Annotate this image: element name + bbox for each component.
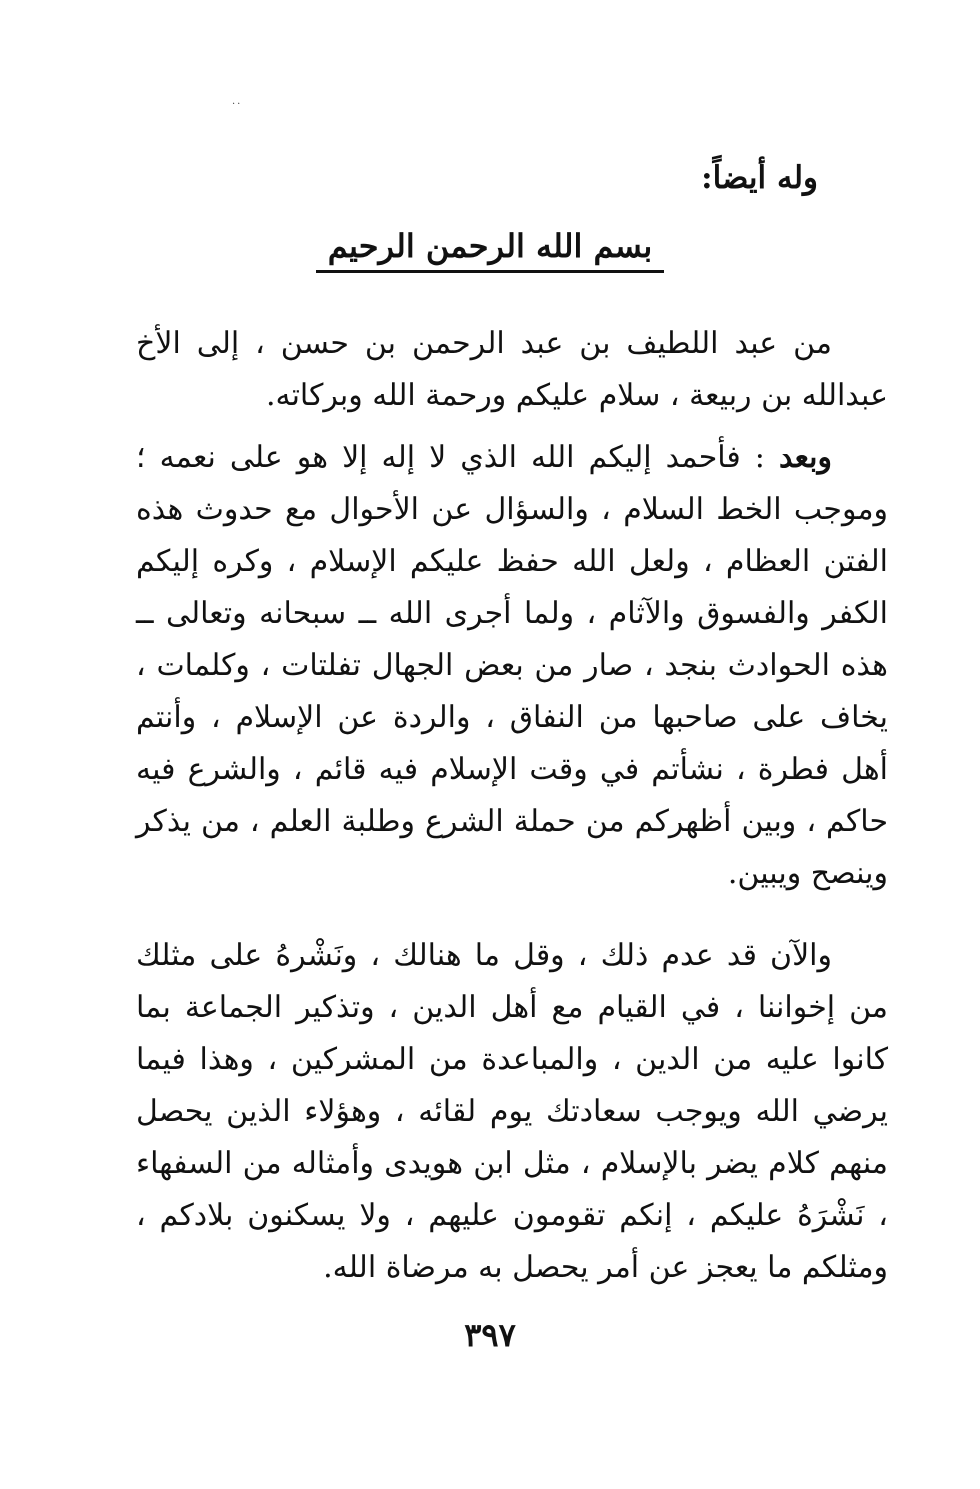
paragraph-body: [136, 432, 888, 900]
section-heading: وله أيضاً:: [701, 160, 818, 196]
paragraph-lead-word: وبعد: [778, 440, 832, 475]
paragraph-greeting: [136, 318, 888, 422]
page-number: ٣٩٧: [464, 1316, 516, 1354]
paragraph-text: والآن قد عدم ذلك ، وقل ما هنالك ، ونَشْرهُ على مثلك من إخواننا ، في القيام مع أهل الدين ، وتذكير الجماعة بما كانوا عليه من الدين ، والمباعدة من المشركين ، وهذا فيما يرضي الله ويوجب سعادتك يوم لقائه ، وهؤلاء الذين يحصل منهم كلام يضر بالإسلام ، مثل ابن هويدى وأمثاله من السفهاء ، نَشْرَهُ عليكم ، إنكم تقومون عليهم ، ولا يسكنون بلادكم ، ومثلكم ما يعجز عن أمر يحصل به مرضاة الله.: [136, 938, 888, 1285]
paragraph-text: من عبد اللطيف بن عبد الرحمن بن حسن ، إلى الأخ عبدالله بن ربيعة ، سلام عليكم ورحمة الله وبركاته.: [136, 326, 888, 413]
basmala-text: بسم الله الرحمن الرحيم: [316, 226, 665, 273]
paragraph-closing: [136, 930, 888, 1294]
paragraph-body-text: : فأحمد إليكم الله الذي لا إله إلا هو على نعمه ؛ وموجب الخط السلام ، والسؤال عن الأحوال مع حدوث هذه الفتن العظام ، ولعل الله حفظ عليكم الإسلام ، وكره إليكم الكفر والفسوق والآثام ، ولما أجرى الله ــ سبحانه وتعالى ــ هذه الحوادث بنجد ، صار من بعض الجهال تفلتات ، وكلمات ، يخاف على صاحبها من النفاق ، والردة عن الإسلام ، وأنتم أهل فطرة ، نشأتم في وقت الإسلام فيه قائم ، والشرع فيه حاكم ، وبين أظهركم من حملة الشرع وطلبة العلم ، من يذكر وينصح ويبين.: [136, 440, 888, 891]
print-speck: ..: [232, 96, 243, 107]
basmala-calligraphy: [0, 226, 980, 273]
paragraph-text: [136, 432, 888, 900]
